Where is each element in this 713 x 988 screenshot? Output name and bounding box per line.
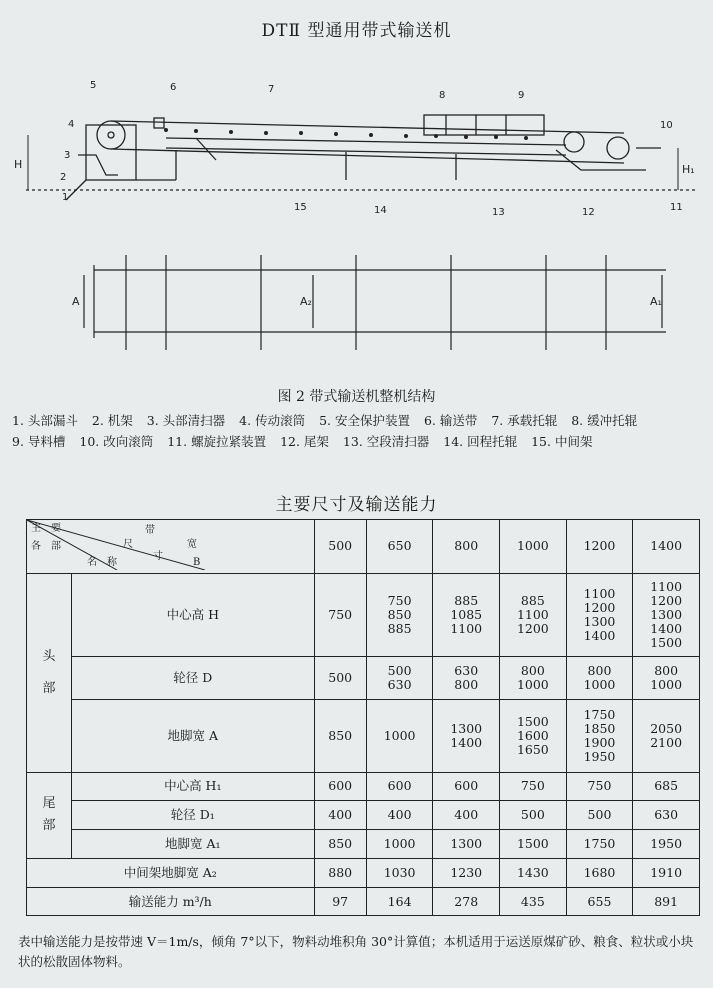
legend-item: 12. 尾架 [280, 434, 329, 449]
table-cell: 750 [500, 772, 567, 801]
guide-trough [424, 115, 544, 135]
callout-12: 12 [582, 207, 595, 218]
callout-13: 13 [492, 207, 505, 218]
table-cell: 885 1085 1100 [433, 573, 500, 656]
belt-carrying [111, 121, 624, 133]
table-cell: 600 [314, 772, 366, 801]
table-cell: 685 [633, 772, 700, 801]
table-cell: 880 [314, 859, 366, 888]
table-cell: 1750 [566, 830, 633, 859]
table-cell: 435 [500, 888, 567, 916]
legend-item: 9. 导料槽 [12, 434, 66, 449]
group-char: 头 [42, 648, 56, 664]
table-cell: 1300 [433, 830, 500, 859]
dim-h1: H₁ [682, 163, 695, 176]
head-funnel [78, 155, 118, 175]
legend-item: 15. 中间架 [531, 434, 593, 449]
legend-item: 7. 承载托辊 [491, 413, 558, 428]
table-cell: 1750 1850 1900 1950 [566, 699, 633, 772]
group-char: 部 [42, 680, 56, 696]
callout-5: 5 [90, 80, 97, 91]
callout-14: 14 [374, 205, 387, 216]
table-cell: 1300 1400 [433, 699, 500, 772]
spec-table [26, 519, 700, 916]
group-tail [27, 772, 72, 859]
width-header: 1400 [633, 520, 700, 574]
table-cell: 500 630 [366, 656, 433, 699]
tail-frame [556, 150, 646, 170]
table-cell: 2050 2100 [633, 699, 700, 772]
tail-pulley [607, 137, 629, 159]
head-frame [86, 125, 136, 180]
table-cell: 800 1000 [633, 656, 700, 699]
legend-item: 5. 安全保护装置 [319, 413, 410, 428]
width-header: 800 [433, 520, 500, 574]
callout-8: 8 [439, 90, 446, 101]
table-cell: 1100 1200 1300 1400 1500 [633, 573, 700, 656]
dim-a1: A₁ [650, 295, 662, 308]
table-cell: 1910 [633, 859, 700, 888]
table-cell: 630 800 [433, 656, 500, 699]
callout-4: 4 [68, 119, 75, 130]
row-label: 轮径 D₁ [72, 801, 315, 830]
table-cell: 400 [314, 801, 366, 830]
middle-frame-top [166, 138, 566, 145]
callout-1: 1 [62, 192, 69, 203]
group-char: 部 [42, 818, 56, 834]
legend-item: 14. 回程托辊 [443, 434, 518, 449]
callout-10: 10 [660, 120, 673, 131]
legend-item: 2. 机架 [91, 413, 133, 428]
table-header-row [27, 520, 700, 574]
corner-label: 宽 [187, 539, 197, 550]
table-cell: 850 [314, 699, 366, 772]
legend-item: 4. 传动滚筒 [239, 413, 306, 428]
table-cell: 1680 [566, 859, 633, 888]
table-title: 主要尺寸及输送能力 [275, 495, 438, 515]
table-row [27, 699, 700, 772]
table-cell: 885 1100 1200 [500, 573, 567, 656]
table-cell: 630 [633, 801, 700, 830]
legend-item: 6. 输送带 [423, 413, 478, 428]
table-cell: 750 [566, 772, 633, 801]
width-header: 500 [314, 520, 366, 574]
table-cell: 1430 [500, 859, 567, 888]
width-header: 1200 [566, 520, 633, 574]
legend-item: 8. 缓冲托辊 [571, 413, 638, 428]
group-head [27, 573, 72, 772]
figure-legend [12, 410, 702, 452]
table-cell: 600 [366, 772, 433, 801]
table-row [27, 772, 700, 801]
table-cell: 1500 [500, 830, 567, 859]
table-row [27, 656, 700, 699]
row-label: 中心高 H [72, 573, 315, 656]
table-row [27, 830, 700, 859]
corner-label: 各 部 [31, 541, 61, 552]
callout-15: 15 [294, 202, 307, 213]
corner-label: 带 [145, 525, 155, 536]
callout-7: 7 [268, 84, 275, 95]
table-cell: 1230 [433, 859, 500, 888]
table-cell: 1950 [633, 830, 700, 859]
corner-label: B [193, 557, 201, 568]
row-label: 中心高 H₁ [72, 772, 315, 801]
row-label: 输送能力 m³/h [27, 888, 315, 916]
table-cell: 500 [500, 801, 567, 830]
table-cell: 800 1000 [500, 656, 567, 699]
table-cell: 655 [566, 888, 633, 916]
row-label: 轮径 D [72, 656, 315, 699]
corner-label: 尺 [123, 539, 133, 550]
table-cell: 750 [314, 573, 366, 656]
table-row [27, 801, 700, 830]
header-corner-cell [27, 520, 315, 574]
dim-a: A [72, 295, 80, 308]
table-cell: 164 [366, 888, 433, 916]
table-cell: 400 [433, 801, 500, 830]
table-cell: 97 [314, 888, 366, 916]
table-cell: 600 [433, 772, 500, 801]
table-row [27, 859, 700, 888]
callout-11: 11 [670, 202, 683, 213]
table-cell: 1030 [366, 859, 433, 888]
width-header: 650 [366, 520, 433, 574]
group-char: 尾 [42, 796, 56, 812]
document-title: DTⅡ 型通用带式输送机 [261, 21, 452, 41]
table-cell: 1000 [366, 830, 433, 859]
conveyor-structure-diagram [6, 70, 706, 380]
table-cell: 278 [433, 888, 500, 916]
dim-h: H [14, 158, 23, 171]
corner-label: 寸 [153, 551, 163, 562]
legend-item: 13. 空段清扫器 [342, 434, 430, 449]
table-cell: 1500 1600 1650 [500, 699, 567, 772]
table-cell: 1000 [366, 699, 433, 772]
table-cell: 500 [566, 801, 633, 830]
table-footnote: 表中输送能力是按带速 V＝1m/s，倾角 7°以下，物料动堆积角 30°计算值；本机适用于运送原煤矿砂、粮食、粒状或小块状的松散固体物料。 [18, 934, 694, 969]
figure-caption: 图 2 带式输送机整机结构 [277, 389, 436, 405]
row-label: 中间架地脚宽 A₂ [27, 859, 315, 888]
table-cell: 750 850 885 [366, 573, 433, 656]
corner-label: 主 要 [31, 523, 61, 534]
table-row [27, 888, 700, 916]
legend-item: 11. 螺旋拉紧装置 [167, 434, 267, 449]
callout-2: 2 [60, 172, 67, 183]
legend-item: 10. 改向滚筒 [79, 434, 154, 449]
table-cell: 800 1000 [566, 656, 633, 699]
corner-label: 名 称 [87, 557, 117, 568]
row-label: 地脚宽 A [72, 699, 315, 772]
callout-9: 9 [518, 90, 525, 101]
bend-pulley [564, 132, 584, 152]
legend-item: 3. 头部清扫器 [146, 413, 226, 428]
table-row [27, 573, 700, 656]
legend-item: 1. 头部漏斗 [12, 413, 78, 428]
dim-a2: A₂ [300, 295, 312, 308]
callout-6: 6 [170, 82, 177, 93]
table-cell: 850 [314, 830, 366, 859]
callout-3: 3 [64, 150, 71, 161]
width-header: 1000 [500, 520, 567, 574]
row-label: 地脚宽 A₁ [72, 830, 315, 859]
table-cell: 500 [314, 656, 366, 699]
table-cell: 400 [366, 801, 433, 830]
table-cell: 891 [633, 888, 700, 916]
table-cell: 1100 1200 1300 1400 [566, 573, 633, 656]
